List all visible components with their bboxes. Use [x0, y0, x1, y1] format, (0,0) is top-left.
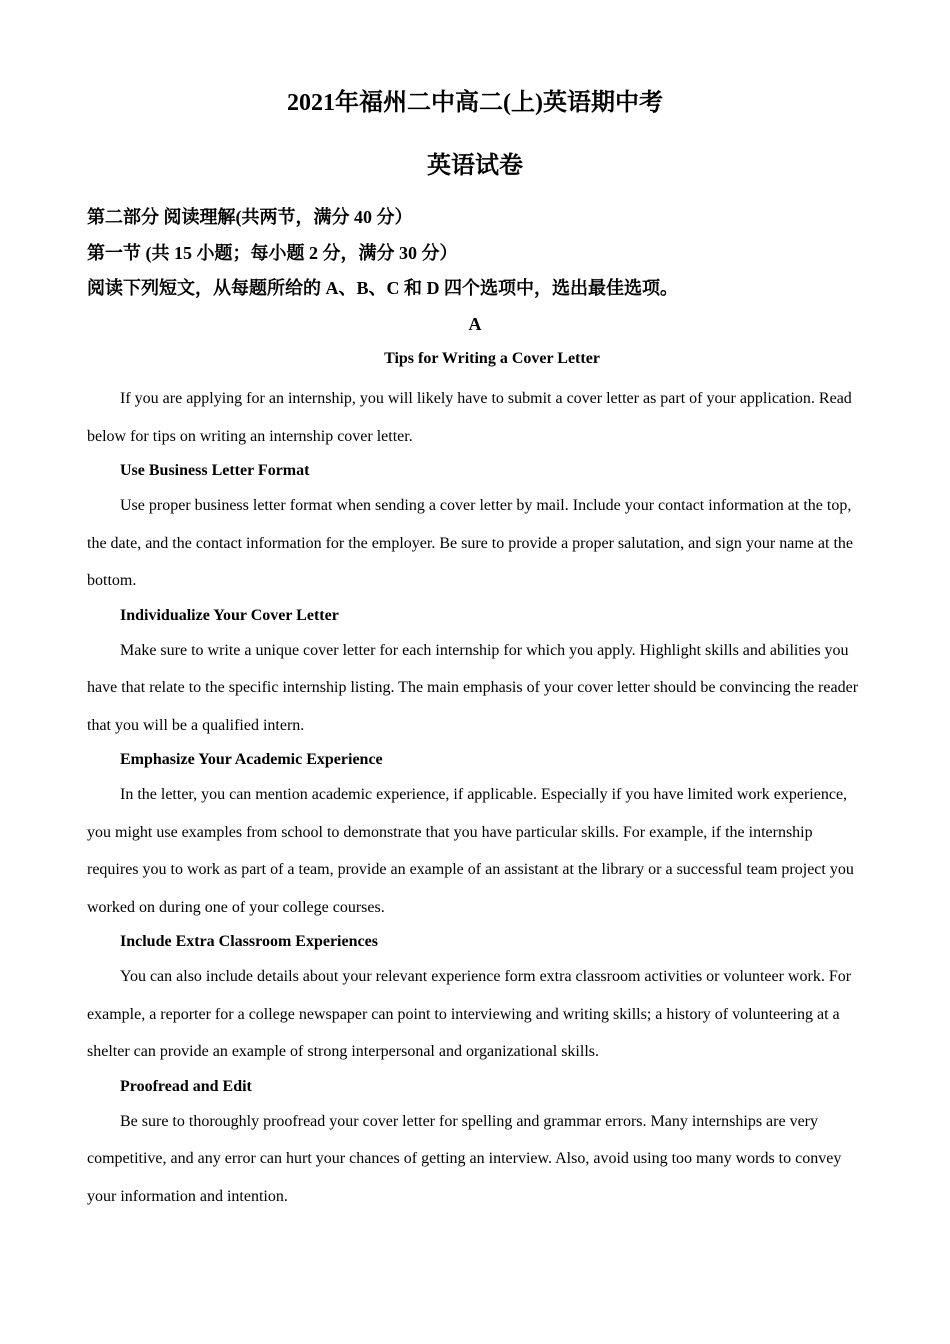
passage-body [87, 380, 867, 1215]
directions-text: 阅读下列短文，从每题所给的 A、B、C 和 D 四个选项中，选出最佳选项。 [87, 278, 678, 298]
section-heading-individualize: Individualize Your Cover Letter [120, 606, 339, 624]
passage-label: A [468, 314, 482, 334]
paragraph-business-format: Use proper business letter format when sending a cover letter by mail. Include your contact information at the top, the date, and the contact information for the employer. Be sure to provide a proper salutation, and sign your name at the bottom. [87, 497, 853, 589]
section-heading: 第一节 (共 15 小题；每小题 2 分，满分 30 分） [87, 243, 458, 263]
part-heading: 第二部分 阅读理解(共两节，满分 40 分） [87, 207, 413, 227]
passage-title: Tips for Writing a Cover Letter [384, 350, 600, 367]
section-heading-business-format: Use Business Letter Format [120, 462, 310, 479]
section-heading-proofread: Proofread and Edit [120, 1077, 252, 1095]
exam-title: 2021年福州二中高二(上)英语期中考 [287, 90, 663, 116]
paragraph-extra-classroom: You can also include details about your relevant experience form extra classroom activities or volunteer work. For example, a reporter for a college newspaper can point to interviewing and writing skills; a history of volunteering at a shelter can provide an example of strong interpersonal and organizational skills. [87, 968, 852, 1060]
section-heading-academic: Emphasize Your Academic Experience [120, 751, 383, 768]
paragraph-individualize: Make sure to write a unique cover letter for each internship for which you apply. Highlight skills and abilities you have that relate to the specific internship listing. The main emphasis of your cover letter should be convincing the reader that you will be a qualified intern. [87, 641, 859, 734]
intro-paragraph: If you are applying for an internship, you will likely have to submit a cover letter as part of your application. Read below for tips on writing an internship cover letter. [87, 390, 852, 445]
paragraph-proofread: Be sure to thoroughly proofread your cover letter for spelling and grammar errors. Many internships are very competitive, and any error can hurt your chances of getting an interview. Also, avoid using too many words to convey your information and intention. [87, 1112, 842, 1205]
section-heading-extra-classroom: Include Extra Classroom Experiences [120, 933, 378, 950]
exam-subtitle: 英语试卷 [427, 153, 523, 179]
paragraph-academic: In the letter, you can mention academic experience, if applicable. Especially if you have limited work experience, you might use examples from school to demonstrate that you have particular skills. For example, if the internship requires you to work as part of a team, provide an example of an assistant at the library or a successful team project you worked on during one of your college courses. [87, 786, 854, 916]
